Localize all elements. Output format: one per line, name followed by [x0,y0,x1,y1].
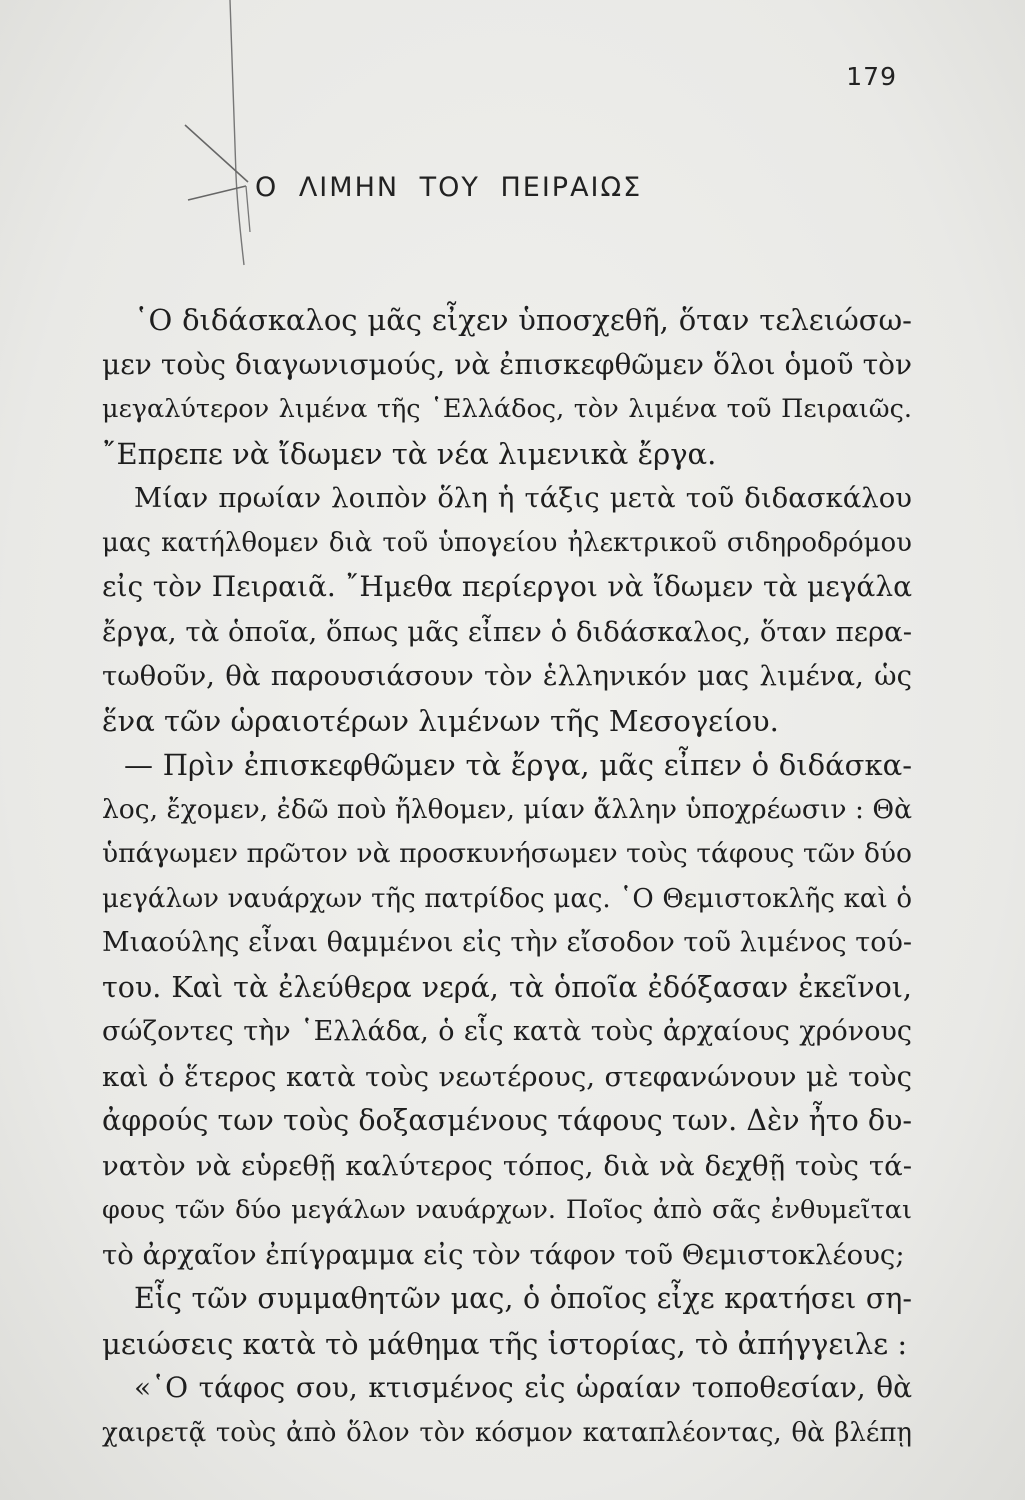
text-line: μεγάλων ναυάρχων τῆς πατρίδος μας. ῾Ο Θεμιστοκλῆς καὶ ὁ [102,883,912,914]
page-number: 179 [846,62,897,91]
text-line: νατὸν νὰ εὑρεθῇ καλύτερος τόπος, διὰ νὰ δεχθῇ τοὺς τά- [102,1149,912,1182]
text-line: Εἷς τῶν συμμαθητῶν μας, ὁ ὁποῖος εἶχε κρατήσει ση- [134,1282,912,1315]
text-line: ἔργα, τὰ ὁποῖα, ὅπως μᾶς εἶπεν ὁ διδάσκαλος, ὅταν περα- [102,615,912,648]
text-line: τωθοῦν, θὰ παρουσιάσουν τὸν ἑλληνικόν μας λιμένα, ὡς [102,660,912,692]
text-line: Μιαούλης εἶναι θαμμένοι εἰς τὴν εἴσοδον τοῦ λιμένος τού- [102,927,912,958]
text-line: ἕνα τῶν ὡραιοτέρων λιμένων τῆς Μεσογείου. [102,703,779,738]
pencil-margin-mark [180,0,290,280]
text-line: μας κατήλθομεν διὰ τοῦ ὑπογείου ἠλεκτρικοῦ σιδηροδρόμου [102,527,912,558]
text-line: μεν τοὺς διαγωνισμούς, νὰ ἐπισκεφθῶμεν ὅλοι ὁμοῦ τὸν [102,347,912,381]
text-line: του. Καὶ τὰ ἐλεύθερα νερά, τὰ ὁποῖα ἐδόξασαν ἐκεῖνοι, [102,970,912,1004]
text-line: ῎Επρεπε νὰ ἴδωμεν τὰ νέα λιμενικὰ ἔργα. [102,436,717,471]
text-line: χαιρετᾷ τοὺς ἀπὸ ὅλον τὸν κόσμον καταπλέοντας, θὰ βλέπῃ [102,1417,912,1448]
body-text [102,298,912,1455]
text-line: μεγαλύτερον λιμένα τῆς ῾Ελλάδος, τὸν λιμένα τοῦ Πειραιῶς. [102,394,912,424]
chapter-title: Ο ΛΙΜΗΝ ΤΟΥ ΠΕΙΡΑΙΩΣ [255,172,643,203]
text-line: «῾Ο τάφος σου, κτισμένος εἰς ὡραίαν τοποθεσίαν, θὰ [134,1371,912,1404]
text-line: ῾Ο διδάσκαλος μᾶς εἶχεν ὑποσχεθῆ, ὅταν τελειώσω- [134,303,912,337]
text-line: ὑπάγωμεν πρῶτον νὰ προσκυνήσωμεν τοὺς τάφους τῶν δύο [102,838,912,869]
text-line: Μίαν πρωίαν λοιπὸν ὅλη ἡ τάξις μετὰ τοῦ διδασκάλου [134,482,912,514]
text-line: — Πρὶν ἐπισκεφθῶμεν τὰ ἔργα, μᾶς εἶπεν ὁ διδάσκα- [124,748,912,782]
text-line: καὶ ὁ ἕτερος κατὰ τοὺς νεωτέρους, στεφανώνουν μὲ τοὺς [102,1060,912,1093]
text-line: μειώσεις κατὰ τὸ μάθημα τῆς ἱστορίας, τὸ ἀπήγγειλε : [102,1326,908,1361]
text-line: σώζοντες τὴν ῾Ελλάδα, ὁ εἷς κατὰ τοὺς ἀρχαίους χρόνους [102,1016,912,1047]
text-line: φους τῶν δύο μεγάλων ναυάρχων. Ποῖος ἀπὸ σᾶς ἐνθυμεῖται [102,1195,912,1225]
text-line: τὸ ἀρχαῖον ἐπίγραμμα εἰς τὸν τάφον τοῦ Θεμιστοκλέους; [102,1238,905,1271]
text-line: εἰς τὸν Πειραιᾶ. ῎Ημεθα περίεργοι νὰ ἴδωμεν τὰ μεγάλα [102,570,912,603]
text-line: ἀφρούς των τοὺς δοξασμένους τάφους των. Δὲν ἦτο δυ- [102,1104,912,1137]
text-line: λος, ἔχομεν, ἐδῶ ποὺ ἤλθομεν, μίαν ἄλλην ὑποχρέωσιν : Θὰ [102,793,912,825]
